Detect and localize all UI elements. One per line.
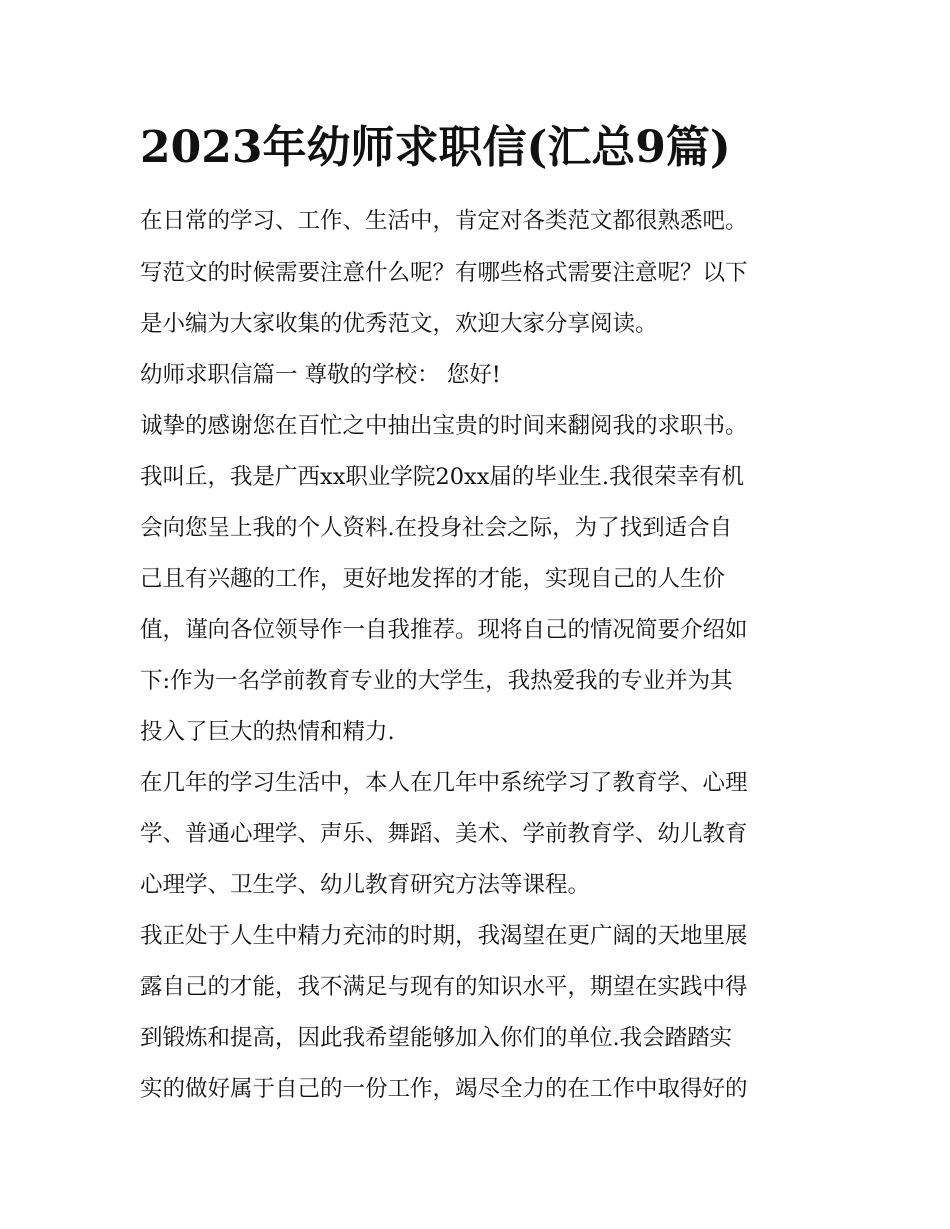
text-line: 在日常的学习、工作、生活中，肯定对各类范文都很熟悉吧。 [140,208,748,234]
text-line: 投入了巨大的热情和精力. [140,719,395,745]
text-line: 我正处于人生中精力充沛的时期，我渴望在更广阔的天地里展 [140,923,748,949]
text-line: 在几年的学习生活中，本人在几年中系统学习了教育学、心理 [140,770,748,796]
text-line: 值，谨向各位领导作一自我推荐。现将自己的情况简要介绍如 [140,617,748,643]
text-line: 写范文的时候需要注意什么呢？有哪些格式需要注意呢？以下 [140,260,748,286]
text-line: 到锻炼和提高，因此我希望能够加入你们的单位.我会踏踏实 [140,1025,733,1051]
text-line: 会向您呈上我的个人资料.在投身社会之际，为了找到适合自 [140,515,733,541]
text-line: 下:作为一名学前教育专业的大学生，我热爱我的专业并为其 [140,668,733,694]
text-line: 诚挚的感谢您在百忙之中抽出宝贵的时间来翻阅我的求职书。 [140,413,748,439]
text-line: 心理学、卫生学、幼儿教育研究方法等课程。 [140,872,591,898]
document-title: 2023年幼师求职信(汇总9篇) [140,122,731,173]
text-line: 幼师求职信篇一 尊敬的学校： 您好! [140,362,501,388]
text-line: 露自己的才能，我不满足与现有的知识水平，期望在实践中得 [140,974,748,1000]
text-line: 我叫丘，我是广西xx职业学院20xx届的毕业生.我很荣幸有机 [140,464,745,490]
text-line: 是小编为大家收集的优秀范文，欢迎大家分享阅读。 [140,311,658,337]
text-line: 学、普通心理学、声乐、舞蹈、美术、学前教育学、幼儿教育 [140,821,748,847]
text-line: 己且有兴趣的工作，更好地发挥的才能，实现自己的人生价 [140,566,726,592]
text-line: 实的做好属于自己的一份工作，竭尽全力的在工作中取得好的 [140,1076,748,1102]
